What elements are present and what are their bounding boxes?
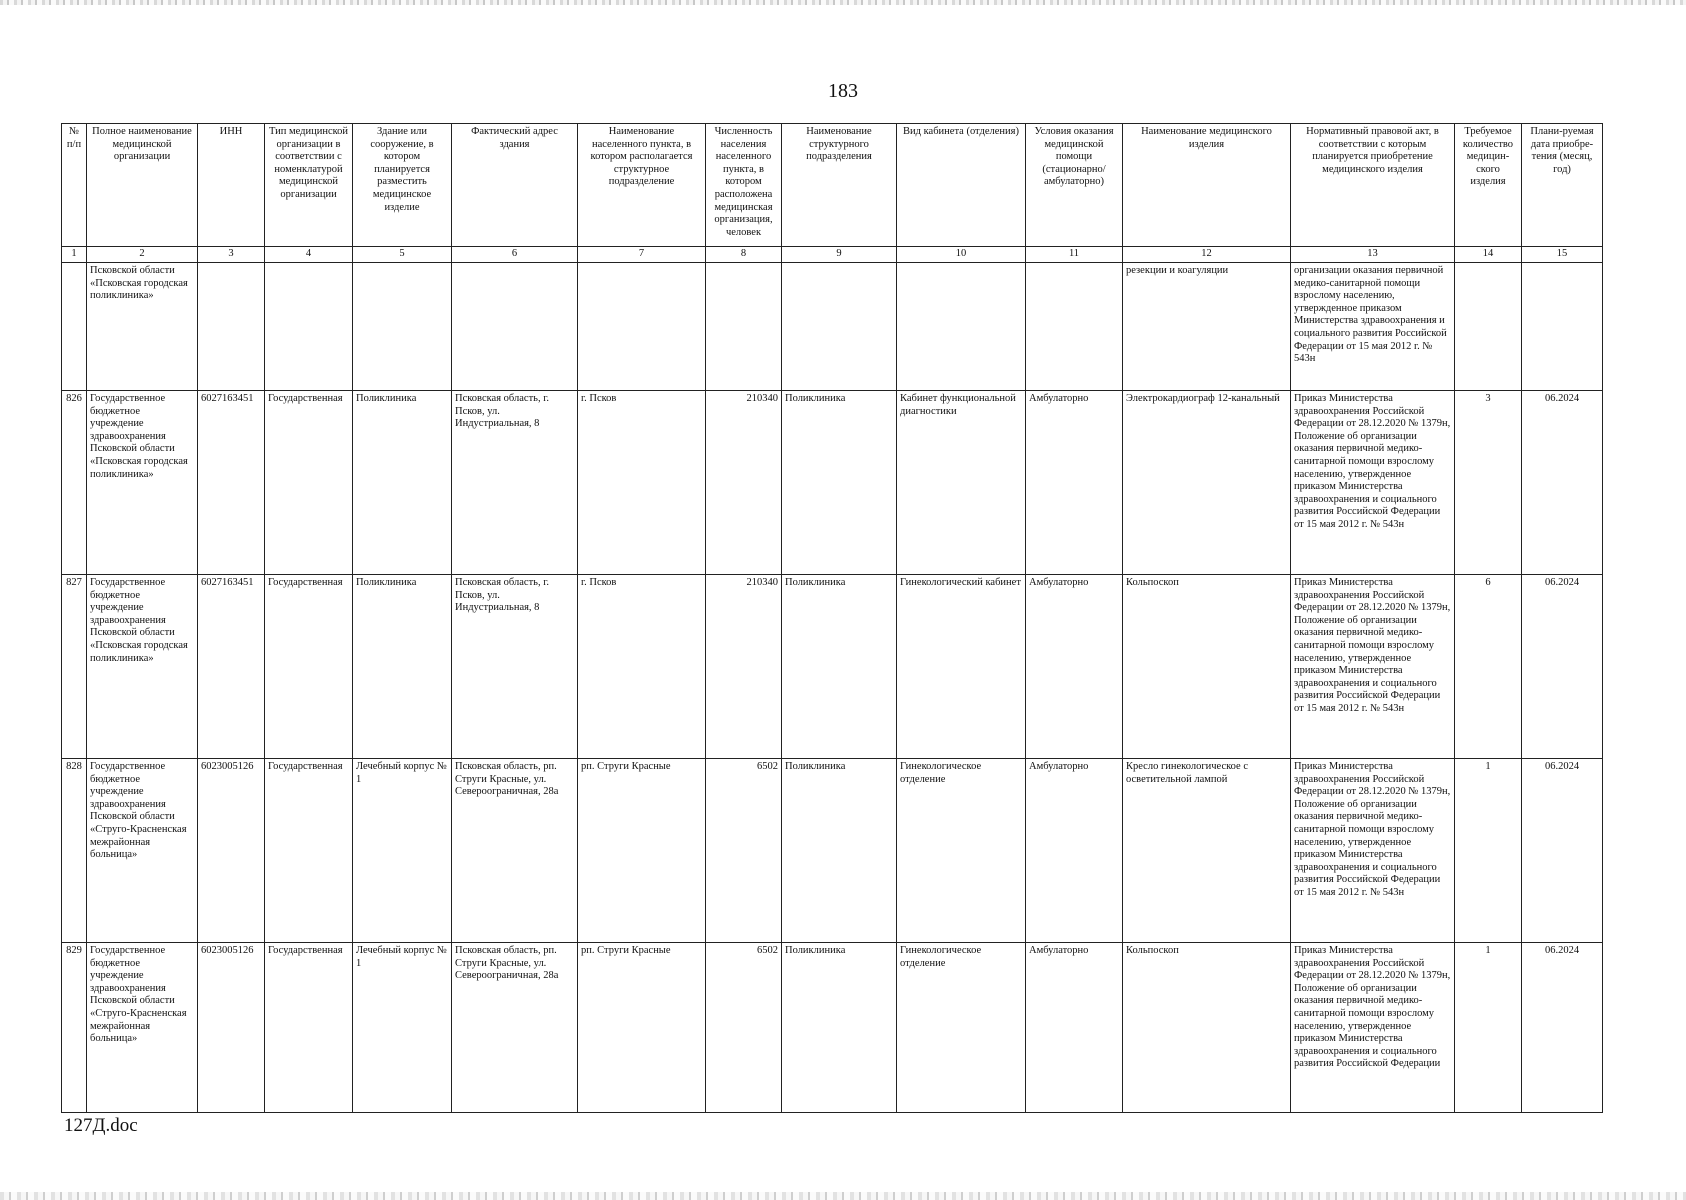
cell-inn: 6027163451 (198, 391, 265, 575)
table-row (62, 759, 1603, 943)
cell-building (353, 263, 452, 391)
header-cell: Условия оказания медицинской помощи (стационарно/ амбулаторно) (1026, 124, 1123, 247)
cell-inn: 6023005126 (198, 943, 265, 1113)
column-number-row (62, 247, 1603, 263)
cell-population (706, 263, 782, 391)
cell-conditions: Амбулаторно (1026, 575, 1123, 759)
cell-qty: 6 (1455, 575, 1522, 759)
cell-locality (578, 263, 706, 391)
cell-device: резекции и коагуляции (1123, 263, 1291, 391)
cell-org: Государственное бюджетное учреждение здравоохранения Псковской области «Струго-Красненская межрайонная больница» (87, 943, 198, 1113)
page-number: 183 (828, 80, 858, 102)
cell-conditions: Амбулаторно (1026, 943, 1123, 1113)
cell-act: Приказ Министерства здравоохранения Российской Федерации от 28.12.2020 № 1379н, Положение об организации оказания первичной медико-санитарной помощи взрослому населению, утвержденное приказом Министерства здравоохранения и социального развития Российской Федерации от 15 мая 2012 г. № 543н (1291, 759, 1455, 943)
header-cell: Фактический адрес здания (452, 124, 578, 247)
column-number: 7 (578, 247, 706, 263)
cell-population: 210340 (706, 391, 782, 575)
cell-org: Государственное бюджетное учреждение здравоохранения Псковской области «Струго-Красненская межрайонная больница» (87, 759, 198, 943)
cell-building: Лечебный корпус № 1 (353, 759, 452, 943)
column-number: 3 (198, 247, 265, 263)
header-cell: Нормативный правовой акт, в соответствии с которым планируется приобретение медицинского изделия (1291, 124, 1455, 247)
header-cell: Тип медицинской организации в соответствии с номенклатурой медицинской организации (265, 124, 353, 247)
column-number: 5 (353, 247, 452, 263)
cell-population: 6502 (706, 759, 782, 943)
cell-num (62, 263, 87, 391)
cell-qty (1455, 263, 1522, 391)
cell-locality: рп. Струги Красные (578, 943, 706, 1113)
cell-unit: Поликлиника (782, 943, 897, 1113)
cell-type: Государственная (265, 943, 353, 1113)
cell-inn: 6027163451 (198, 575, 265, 759)
cell-num: 828 (62, 759, 87, 943)
cell-type (265, 263, 353, 391)
header-cell: Вид кабинета (отделения) (897, 124, 1026, 247)
cell-device: Кольпоскоп (1123, 575, 1291, 759)
column-number: 14 (1455, 247, 1522, 263)
column-number: 8 (706, 247, 782, 263)
cell-conditions: Амбулаторно (1026, 759, 1123, 943)
header-cell: Требуемое количество медицин-ского изделия (1455, 124, 1522, 247)
column-number: 1 (62, 247, 87, 263)
cell-address (452, 263, 578, 391)
cell-org: Государственное бюджетное учреждение здравоохранения Псковской области «Псковская городская поликлиника» (87, 575, 198, 759)
cell-unit: Поликлиника (782, 759, 897, 943)
cell-org: Псковской области «Псковская городская поликлиника» (87, 263, 198, 391)
cell-building: Лечебный корпус № 1 (353, 943, 452, 1113)
cell-date: 06.2024 (1522, 759, 1603, 943)
header-cell: Плани-руемая дата приобре-тения (месяц, год) (1522, 124, 1603, 247)
cell-locality: г. Псков (578, 575, 706, 759)
cell-date: 06.2024 (1522, 943, 1603, 1113)
cell-locality: рп. Струги Красные (578, 759, 706, 943)
cell-address: Псковская область, рп. Струги Красные, ул. Североограничная, 28а (452, 943, 578, 1113)
column-number: 12 (1123, 247, 1291, 263)
cell-conditions (1026, 263, 1123, 391)
header-cell: № п/п (62, 124, 87, 247)
table-row (62, 391, 1603, 575)
equipment-register-table (61, 123, 1603, 1113)
cell-org: Государственное бюджетное учреждение здравоохранения Псковской области «Псковская городская поликлиника» (87, 391, 198, 575)
column-number: 10 (897, 247, 1026, 263)
column-number: 4 (265, 247, 353, 263)
column-number: 9 (782, 247, 897, 263)
cell-locality: г. Псков (578, 391, 706, 575)
column-number: 2 (87, 247, 198, 263)
cell-qty: 3 (1455, 391, 1522, 575)
cell-device: Электрокардиограф 12-канальный (1123, 391, 1291, 575)
cell-address: Псковская область, г. Псков, ул. Индустриальная, 8 (452, 575, 578, 759)
header-row (62, 124, 1603, 247)
cell-act: организации оказания первичной медико-санитарной помощи взрослому населению, утвержденное приказом Министерства здравоохранения и социального развития Российской Федерации от 15 мая 2012 г. № 543н (1291, 263, 1455, 391)
scan-edge-bottom (0, 1192, 1686, 1200)
cell-cabinet: Гинекологический кабинет (897, 575, 1026, 759)
scan-edge-top (0, 0, 1686, 5)
cell-building: Поликлиника (353, 575, 452, 759)
header-cell: Полное наименование медицинской организации (87, 124, 198, 247)
header-cell: Здание или сооружение, в котором планируется разместить медицинское изделие (353, 124, 452, 247)
column-number: 11 (1026, 247, 1123, 263)
cell-inn (198, 263, 265, 391)
header-cell: Наименование медицинского изделия (1123, 124, 1291, 247)
header-cell: Наименование структурного подразделения (782, 124, 897, 247)
cell-qty: 1 (1455, 759, 1522, 943)
cell-num: 829 (62, 943, 87, 1113)
cell-conditions: Амбулаторно (1026, 391, 1123, 575)
column-number: 6 (452, 247, 578, 263)
cell-act: Приказ Министерства здравоохранения Российской Федерации от 28.12.2020 № 1379н, Положение об организации оказания первичной медико-санитарной помощи взрослому населению, утвержденное приказом Министерства здравоохранения и социального развития Российской Федерации (1291, 943, 1455, 1113)
cell-date: 06.2024 (1522, 391, 1603, 575)
cell-unit: Поликлиника (782, 575, 897, 759)
cell-type: Государственная (265, 391, 353, 575)
cell-type: Государственная (265, 575, 353, 759)
table-row (62, 575, 1603, 759)
cell-num: 826 (62, 391, 87, 575)
cell-cabinet: Кабинет функциональной диагностики (897, 391, 1026, 575)
cell-device: Кольпоскоп (1123, 943, 1291, 1113)
cell-address: Псковская область, г. Псков, ул. Индустриальная, 8 (452, 391, 578, 575)
continuation-row (62, 263, 1603, 391)
document-filename: 127Д.doc (64, 1115, 138, 1136)
cell-cabinet: Гинекологическое отделение (897, 943, 1026, 1113)
cell-cabinet: Гинекологическое отделение (897, 759, 1026, 943)
column-number: 13 (1291, 247, 1455, 263)
cell-unit (782, 263, 897, 391)
cell-address: Псковская область, рп. Струги Красные, ул. Североограничная, 28а (452, 759, 578, 943)
cell-inn: 6023005126 (198, 759, 265, 943)
cell-building: Поликлиника (353, 391, 452, 575)
cell-qty: 1 (1455, 943, 1522, 1113)
cell-cabinet (897, 263, 1026, 391)
cell-act: Приказ Министерства здравоохранения Российской Федерации от 28.12.2020 № 1379н, Положение об организации оказания первичной медико-санитарной помощи взрослому населению, утвержденное приказом Министерства здравоохранения и социального развития Российской Федерации от 15 мая 2012 г. № 543н (1291, 575, 1455, 759)
cell-date: 06.2024 (1522, 575, 1603, 759)
cell-population: 6502 (706, 943, 782, 1113)
column-number: 15 (1522, 247, 1603, 263)
cell-act: Приказ Министерства здравоохранения Российской Федерации от 28.12.2020 № 1379н, Положение об организации оказания первичной медико-санитарной помощи взрослому населению, утвержденное приказом Министерства здравоохранения и социального развития Российской Федерации от 15 мая 2012 г. № 543н (1291, 391, 1455, 575)
cell-num: 827 (62, 575, 87, 759)
cell-date (1522, 263, 1603, 391)
header-cell: Численность населения населенного пункта, в котором расположена медицинская организация, человек (706, 124, 782, 247)
header-cell: ИНН (198, 124, 265, 247)
header-cell: Наименование населенного пункта, в котором располагается структурное подразделение (578, 124, 706, 247)
cell-population: 210340 (706, 575, 782, 759)
cell-unit: Поликлиника (782, 391, 897, 575)
cell-type: Государственная (265, 759, 353, 943)
cell-device: Кресло гинекологическое с осветительной лампой (1123, 759, 1291, 943)
table-row (62, 943, 1603, 1113)
